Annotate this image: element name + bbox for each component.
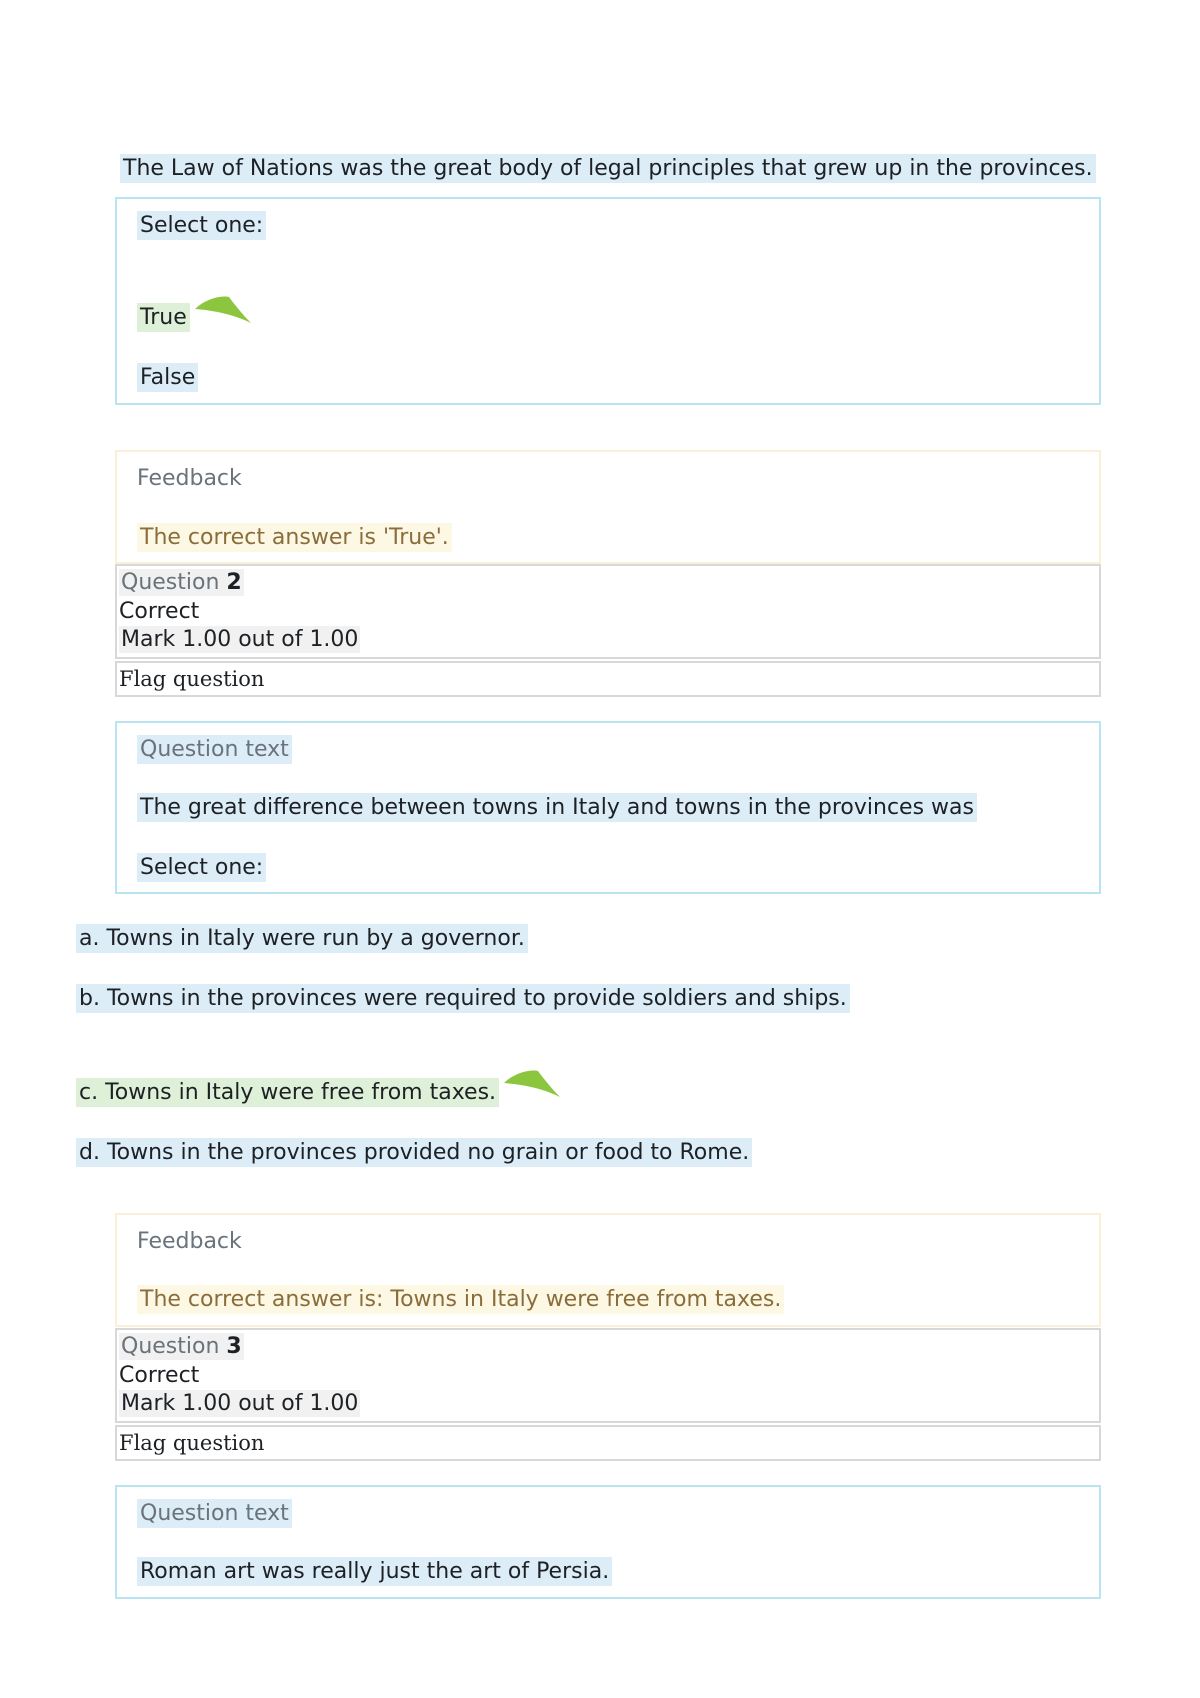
q1-option-false[interactable]: False xyxy=(137,365,198,391)
q3-info-box xyxy=(115,1328,1101,1423)
q1-question-text: The Law of Nations was the great body of legal principles that grew up in the provinces. xyxy=(120,156,1096,182)
q2-option-d[interactable]: d. Towns in the provinces provided no grain or food to Rome. xyxy=(76,1140,752,1166)
q2-option-c[interactable]: c. Towns in Italy were free from taxes. xyxy=(76,1080,499,1106)
q2-question-number: Question 2 xyxy=(121,570,242,595)
q2-feedback-text: The correct answer is: Towns in Italy were free from taxes. xyxy=(137,1287,784,1313)
q1-option-true[interactable]: True xyxy=(137,305,190,331)
q2-status: Correct xyxy=(119,599,200,624)
q1-feedback-label: Feedback xyxy=(137,466,242,491)
q2-flag-question[interactable]: Flag question xyxy=(115,661,1101,697)
q1-answer-box xyxy=(115,197,1101,405)
q2-select-one: Select one: xyxy=(137,855,266,881)
q3-question-text-label: Question text xyxy=(137,1501,292,1527)
q3-question-number: Question 3 xyxy=(121,1334,242,1359)
q1-feedback-text: The correct answer is 'True'. xyxy=(137,525,452,551)
q2-question-text-label: Question text xyxy=(137,737,292,763)
q3-flag-question[interactable]: Flag question xyxy=(115,1425,1101,1461)
q1-feedback-box xyxy=(115,450,1101,564)
q2-feedback-label: Feedback xyxy=(137,1229,242,1254)
check-mark-icon xyxy=(195,295,251,327)
q2-feedback-box xyxy=(115,1213,1101,1327)
q3-mark: Mark 1.00 out of 1.00 xyxy=(121,1391,359,1416)
q3-status: Correct xyxy=(119,1363,200,1388)
check-mark-icon xyxy=(504,1069,560,1101)
q3-question-text: Roman art was really just the art of Persia. xyxy=(137,1559,612,1585)
q2-info-box xyxy=(115,564,1101,659)
q2-question-box xyxy=(115,721,1101,894)
q1-select-one: Select one: xyxy=(137,213,266,239)
q2-question-text: The great difference between towns in Italy and towns in the provinces was xyxy=(137,795,977,821)
q2-option-b[interactable]: b. Towns in the provinces were required to provide soldiers and ships. xyxy=(76,986,850,1012)
q2-mark: Mark 1.00 out of 1.00 xyxy=(121,627,359,652)
q3-question-box xyxy=(115,1485,1101,1599)
q2-option-a[interactable]: a. Towns in Italy were run by a governor. xyxy=(76,926,528,952)
